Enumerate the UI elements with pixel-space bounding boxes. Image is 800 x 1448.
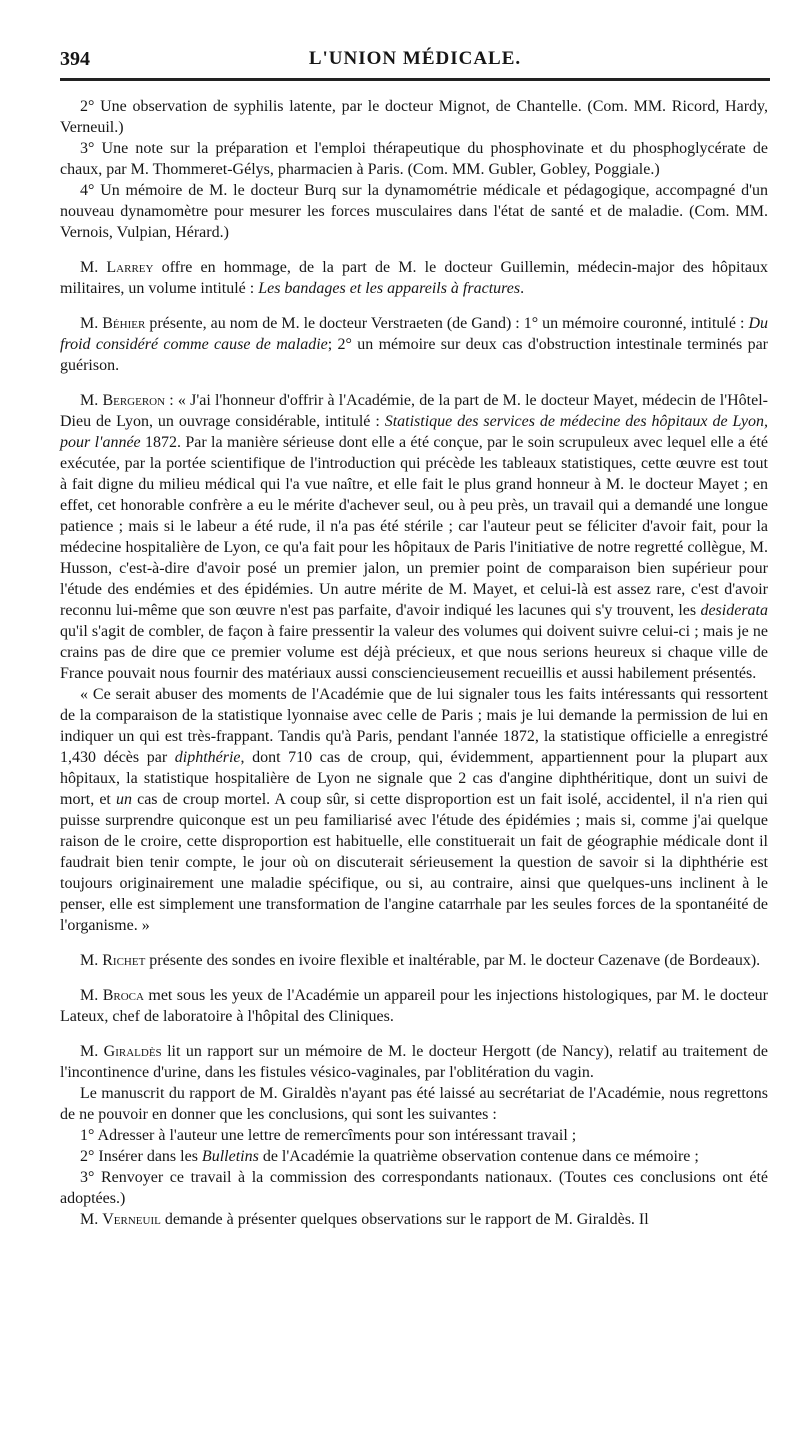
speaker-name: Béhier	[102, 315, 146, 332]
paragraph-diphtheria	[60, 684, 768, 936]
paragraph-manuscript	[60, 1083, 768, 1125]
text-run: , dont 710 cas de croup, qui, évidemment, appartiennent pour la plupart aux hôpitaux, la statistique hospitalière de Lyon ne signale que 2 cas d'angine diphthéritique, dont un suivi de mort, et	[60, 749, 768, 808]
text-run: M.	[80, 987, 103, 1004]
text-run: 1872. Par la manière sérieuse dont elle a été conçue, par le soin scrupuleux avec lequel elle a été exécutée, par la portée scientifique de l'introduction qui précède les tableaux statistiques, cette œuvre est tout à fait digne du milieu médical qui l'a vue naître, et elle fait le plus grand honneur à M. le docteur Mayet ; en effet, cet honorable confrère a eu le mérite d'achever seul, ou à peu près, un travail qui a demandé une longue patience ; mais si le labeur a été rude, il n'a pas été stérile ; car l'auteur peut se féliciter d'avoir fait, pour la médecine hospitalière de Lyon, ce qu'a fait pour les hôpitaux de Paris l'initiative de notre regretté collègue, M. Husson, c'est-à-dire d'avoir posé un premier jalon, un premier point de comparaison bien supérieur pour l'étude des endémies et des épidémies. Un autre mérite de M. Mayet, et celui-là est assez rare, c'est d'avoir reconnu lui-même que son œuvre n'est pas parfaite, d'avoir indiqué les lacunes qui s'y trouvent, les	[60, 434, 768, 619]
text-run: M.	[80, 1043, 104, 1060]
text-run: de l'Académie la quatrième observation contenue dans ce mémoire ;	[258, 1148, 699, 1165]
paragraph-richet	[60, 950, 768, 971]
text-run: présente des sondes en ivoire flexible et inaltérable, par M. le docteur Cazenave (de Bordeaux).	[145, 952, 761, 969]
italic-text: Du froid considéré comme cause de maladie	[60, 315, 768, 353]
conclusion-3	[60, 1167, 768, 1209]
body-text	[60, 96, 768, 1230]
italic-text: un	[115, 791, 132, 808]
text-run: 2° Une observation de syphilis latente, par le docteur Mignot, de Chantelle. (Com. MM. Ricord, Hardy, Verneuil.)	[60, 98, 768, 136]
paragraph-2	[60, 138, 768, 180]
paragraph-broca	[60, 985, 768, 1027]
paragraph-giraldes	[60, 1041, 768, 1083]
text-run: 2° Insérer dans les	[80, 1148, 202, 1165]
paragraph-3	[60, 180, 768, 243]
text-run: met sous les yeux de l'Académie un appareil pour les injections histologiques, par M. le docteur Lateux, chef de laboratoire à l'hôpital des Cliniques.	[60, 987, 769, 1025]
conclusion-2	[60, 1146, 768, 1167]
speaker-name: Verneuil	[102, 1211, 161, 1228]
text-run: Le manuscrit du rapport de M. Giraldès n'ayant pas été laissé au secrétariat de l'Académie, nous regrettons de ne pouvoir en donner que les conclusions, qui sont les suivantes :	[60, 1085, 768, 1123]
text-run: : « J'ai l'honneur d'offrir à l'Académie, de la part de M. le docteur Mayet, médecin de l'Hôtel-Dieu de Lyon, un ouvrage considérable, intitulé :	[60, 392, 768, 430]
text-run: qu'il s'agit de combler, de façon à faire pressentir la valeur des volumes qui doivent suivre celui-ci ; mais je ne crains pas de dire que ce premier volume est déjà précieux, et que nous serions heureux si chaque ville de France pouvait nous fournir des matériaux aussi consciencieusement recueillis et aussi habilement présentés.	[60, 623, 768, 682]
header-rule	[60, 78, 770, 81]
paragraph-1	[60, 96, 768, 138]
italic-text: Les bandages et les appareils à fractures	[258, 280, 521, 297]
text-run: offre en hommage, de la part de M. le docteur Guillemin, médecin-major des hôpitaux militaires, un volume intitulé :	[60, 259, 768, 297]
text-run: ; 2° un mémoire sur deux cas d'obstruction intestinale terminés par guérison.	[60, 336, 768, 374]
text-run: demande à présenter quelques observations sur le rapport de M. Giraldès. Il	[160, 1211, 649, 1228]
speaker-name: Broca	[102, 987, 144, 1004]
paragraph-verneuil	[60, 1209, 768, 1230]
speaker-name: Bergeron	[102, 392, 166, 409]
italic-text: desiderata	[700, 602, 768, 619]
text-run: cas de croup mortel. A coup sûr, si cette disproportion est un fait isolé, accidentel, il n'a rien qui puisse surprendre quiconque est un peu familiarisé avec l'étude des épidémies ; mais si, comme j'ai quelque raison de le croire, cette disproportion est habituelle, elle constituerait un fait de géographie médicale dont il faudrait bien tenir compte, le jour où on discuterait sérieusement la question de savoir si la diphthérie est toujours originairement une maladie spécifique, ou si, au contraire, ainsi que quelques-uns inclinent à le penser, elle est simplement une transformation de l'angine catarrhale par les seules forces de la spontanéité de l'organisme. »	[60, 791, 769, 934]
text-run: « Ce serait abuser des moments de l'Académie que de lui signaler tous les faits intéressants qui ressortent de la comparaison de la statistique lyonnaise avec celle de Paris ; mais je lui demande la permission de lui en indiquer un qui est très-frappant. Tandis qu'à Paris, pendant l'année 1872, la statistique officielle a enregistré 1,430 décès par	[60, 686, 768, 766]
speaker-name: Richet	[102, 952, 146, 969]
text-run: M.	[80, 315, 103, 332]
page-number: 394	[60, 48, 90, 70]
italic-text: Bulletins	[201, 1148, 259, 1165]
speaker-name: Larrey	[106, 259, 154, 276]
conclusion-1	[60, 1125, 768, 1146]
text-run: lit un rapport sur un mémoire de M. le docteur Hergott (de Nancy), relatif au traitement de l'incontinence d'urine, dans les fistules vésico-vaginales, par l'oblitération du vagin.	[60, 1043, 768, 1081]
text-run: M.	[80, 952, 103, 969]
text-run: M.	[80, 1211, 103, 1228]
running-title: L'UNION MÉDICALE.	[308, 48, 522, 69]
text-run: .	[520, 280, 525, 297]
paragraph-bergeron	[60, 390, 768, 684]
paragraph-behier	[60, 313, 768, 376]
text-run: 3° Une note sur la préparation et l'emploi thérapeutique du phosphovinate et du phosphoglycérate de chaux, par M. Thommeret-Gélys, pharmacien à Paris. (Com. MM. Gubler, Gobley, Poggiale.)	[60, 140, 768, 178]
text-run: présente, au nom de M. le docteur Verstraeten (de Gand) : 1° un mémoire couronné, intitulé :	[145, 315, 749, 332]
paragraph-larrey	[60, 257, 768, 299]
italic-text: Statistique des services de médecine des hôpitaux de Lyon, pour l'année	[60, 413, 768, 451]
italic-text: diphthérie	[174, 749, 241, 766]
speaker-name: Giraldès	[103, 1043, 162, 1060]
text-run: M.	[80, 392, 103, 409]
text-run: 4° Un mémoire de M. le docteur Burq sur la dynamométrie médicale et pédagogique, accompagné d'un nouveau dynamomètre pour mesurer les forces musculaires dans l'état de santé et de maladie. (Com. MM. Vernois, Vulpian, Hérard.)	[60, 182, 768, 241]
text-run: M.	[80, 259, 107, 276]
text-run: 1° Adresser à l'auteur une lettre de remercîments pour son intéressant travail ;	[80, 1127, 577, 1144]
text-run: 3° Renvoyer ce travail à la commission des correspondants nationaux. (Toutes ces conclusions ont été adoptées.)	[60, 1169, 768, 1207]
page-header	[60, 48, 770, 88]
